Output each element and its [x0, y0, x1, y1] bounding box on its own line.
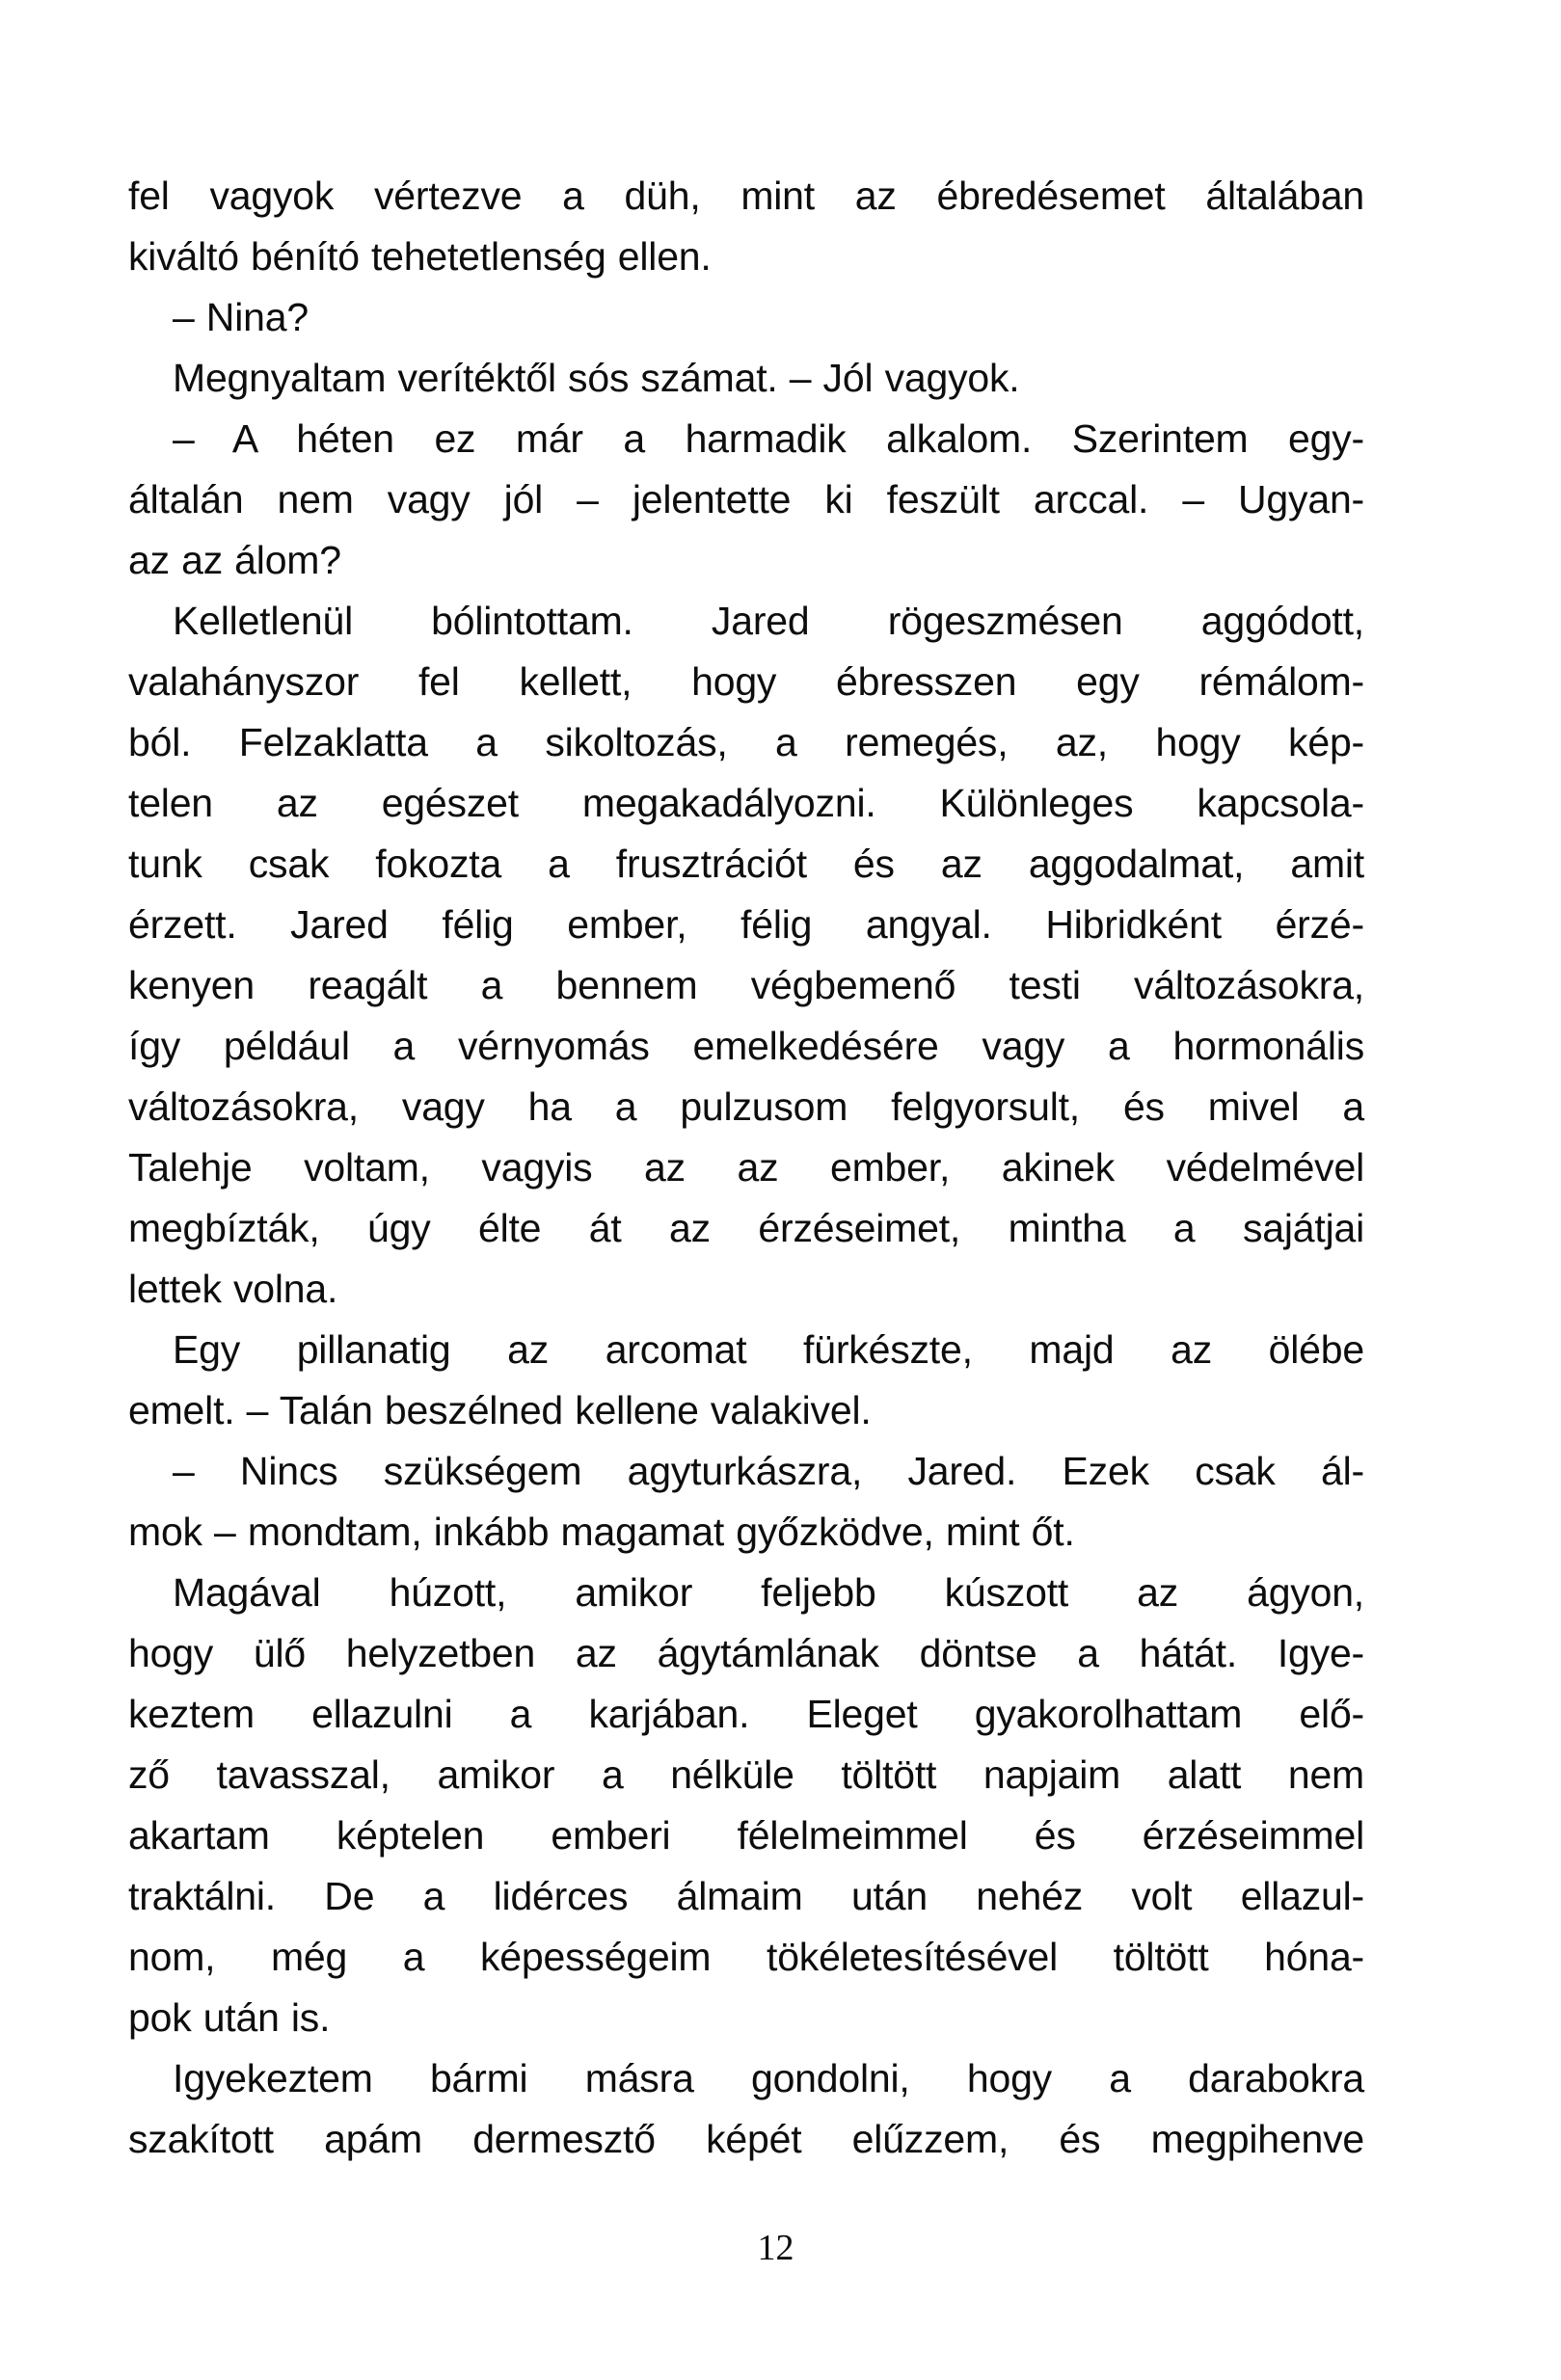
text-line: nom, még a képességeim tökéletesítésével töltött hóna- [128, 1935, 1364, 1979]
text-line: keztem ellazulni a karjában. Eleget gyakorolhattam elő- [128, 1692, 1364, 1736]
text-line: Egy pillanatig az arcomat fürkészte, majd az ölébe [173, 1327, 1364, 1372]
text-line: – Nina? [173, 295, 309, 339]
text-line: valahányszor fel kellett, hogy ébresszen egy rémálom- [128, 659, 1364, 704]
text-line: mok – mondtam, inkább magamat győzködve, mint őt. [128, 1510, 1075, 1554]
text-line: pok után is. [128, 1995, 331, 2040]
text-line: Igyekeztem bármi másra gondolni, hogy a darabokra [173, 2056, 1364, 2100]
text-line: traktálni. De a lidérces álmaim után nehéz volt ellazul- [128, 1874, 1364, 1918]
text-line: általán nem vagy jól – jelentette ki feszült arccal. – Ugyan- [128, 477, 1364, 521]
text-line: szakított apám dermesztő képét elűzzem, és megpihenve [128, 2117, 1364, 2161]
text-line: ból. Felzaklatta a sikoltozás, a remegés, az, hogy kép- [128, 720, 1364, 764]
text-line: Talehje voltam, vagyis az az ember, akinek védelmével [128, 1145, 1364, 1190]
text-line: Kelletlenül bólintottam. Jared rögeszmésen aggódott, [173, 599, 1364, 643]
text-line: telen az egészet megakadályozni. Különleges kapcsola- [128, 781, 1364, 825]
text-line: kenyen reagált a bennem végbemenő testi változásokra, [128, 963, 1364, 1007]
text-line: hogy ülő helyzetben az ágytámlának döntse a hátát. Igye- [128, 1631, 1364, 1675]
text-line: Megnyaltam verítéktől sós számat. – Jól vagyok. [173, 356, 1020, 400]
text-line: az az álom? [128, 538, 341, 582]
text-line: fel vagyok vértezve a düh, mint az ébredésemet általában [128, 174, 1364, 218]
text-line: emelt. – Talán beszélned kellene valakivel. [128, 1388, 872, 1432]
text-line: ző tavasszal, amikor a nélküle töltött napjaim alatt nem [128, 1752, 1364, 1797]
text-line: – Nincs szükségem agyturkászra, Jared. Ezek csak ál- [173, 1449, 1364, 1493]
text-line: így például a vérnyomás emelkedésére vagy a hormonális [128, 1024, 1364, 1068]
text-block [128, 166, 1364, 2170]
text-line: megbízták, úgy élte át az érzéseimet, mintha a sajátjai [128, 1206, 1364, 1250]
text-line: Magával húzott, amikor feljebb kúszott az ágyon, [173, 1570, 1364, 1615]
text-line: kiváltó bénító tehetetlenség ellen. [128, 234, 712, 279]
text-line: akartam képtelen emberi félelmeimmel és érzéseimmel [128, 1813, 1364, 1858]
page-number: 12 [757, 2228, 794, 2268]
text-line: változásokra, vagy ha a pulzusom felgyorsult, és mivel a [128, 1084, 1364, 1129]
text-line: lettek volna. [128, 1267, 338, 1311]
text-line: tunk csak fokozta a frusztrációt és az aggodalmat, amit [128, 842, 1364, 886]
text-line: – A héten ez már a harmadik alkalom. Szerintem egy- [173, 416, 1364, 461]
text-line: érzett. Jared félig ember, félig angyal. Hibridként érzé- [128, 902, 1364, 947]
